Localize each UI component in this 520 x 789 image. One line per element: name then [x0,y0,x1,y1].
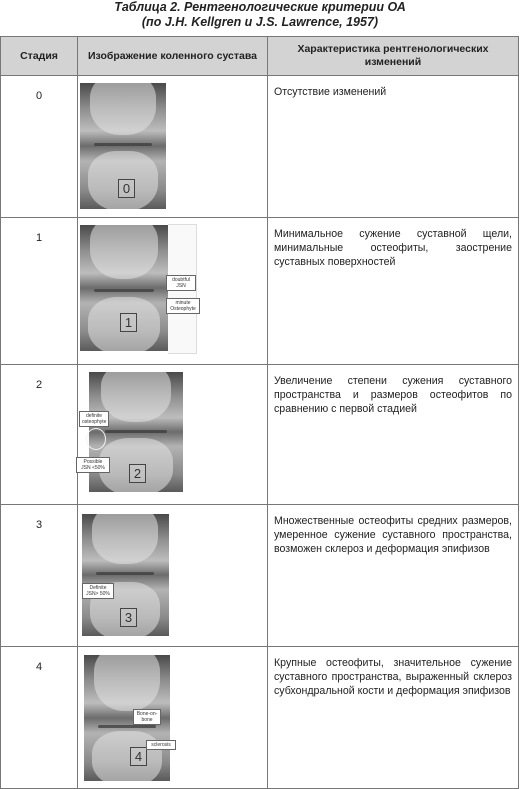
stage-cell: 3 [1,505,78,647]
image-cell [78,365,268,505]
xray-image [82,514,169,636]
table-header-row [1,37,519,76]
annotation-label: doubtful JSN [166,275,196,291]
caption-title: Таблица 2. Рентгенологические критерии ОА [114,0,406,14]
stage-number-label: 1 [120,313,137,332]
table-row [1,365,519,505]
table-row [1,218,519,365]
description-cell: Множественные остеофиты средних размеров, умеренное сужение суставного пространства, возможен склероз и деформация эпифизов [268,505,519,647]
image-cell [78,76,268,218]
caption-source: (по J.H. Kellgren и J.S. Lawrence, 1957) [141,15,379,29]
stage-cell: 1 [1,218,78,365]
header-image: Изображение коленного сустава [78,37,268,76]
stage-cell: 2 [1,365,78,505]
stage-number-label: 0 [118,179,135,198]
annotation-label: definite osteophyte [79,411,109,427]
stage-number-label: 2 [129,464,146,483]
xray-image [80,225,168,351]
description-cell: Минимальное сужение суставной щели, минимальные остеофиты, заострение суставных поверхностей [268,218,519,365]
image-cell [78,218,268,365]
header-characteristic: Характеристика рентгенологических изменений [268,37,519,76]
stage-number-label: 4 [130,747,147,766]
table-row [1,505,519,647]
description-cell: Увеличение степени сужения суставного пространства и размеров остеофитов по сравнению с первой стадией [268,365,519,505]
stage-number-label: 3 [120,608,137,627]
image-cell [78,647,268,789]
description-cell: Крупные остеофиты, значительное сужение суставного пространства, выраженный склероз субхондральной кости и деформация эпифизов [268,647,519,789]
xray-image [80,83,166,209]
stage-cell: 0 [1,76,78,218]
criteria-table [0,36,519,789]
header-stage: Стадия [1,37,78,76]
description-cell: Отсутствие изменений [268,76,519,218]
table-row [1,76,519,218]
annotation-label: Bone-on-bone [133,709,161,725]
annotation-label: Possible JSN <50% [76,457,110,473]
annotation-label: minute Osteophyte [166,298,200,314]
table-caption [0,0,520,30]
annotation-label: Definite JSN> 50% [82,583,114,599]
annotation-label: sclerosis [146,740,176,750]
table-row [1,647,519,789]
image-cell [78,505,268,647]
osteophyte-highlight [86,428,106,450]
stage-cell: 4 [1,647,78,789]
